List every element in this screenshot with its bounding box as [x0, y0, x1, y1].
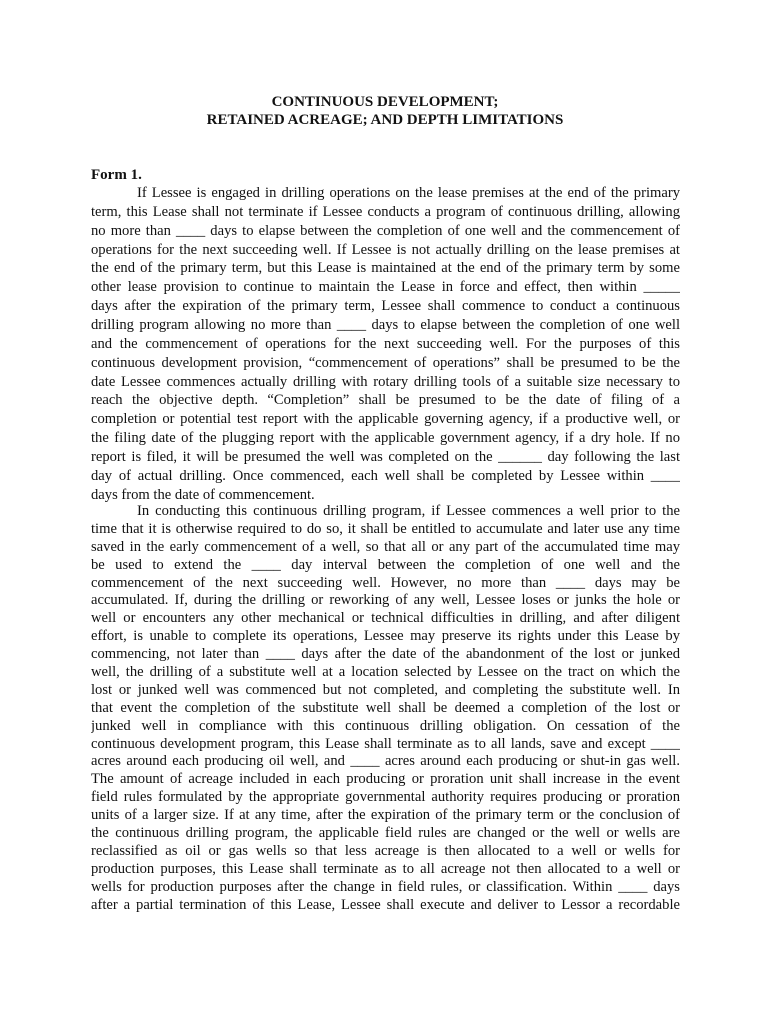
text-line: wells for production purposes after the change in field rules, or classification. Within ____ days	[91, 878, 680, 895]
text-line: acres around each producing oil well, and ____ acres around each producing or shut-in gas well.	[91, 753, 680, 770]
text-line: day of actual drilling. Once commenced, each well shall be completed by Lessee within ____	[91, 467, 680, 484]
text-line: the filing date of the plugging report with the applicable government agency, if a dry hole. If no	[91, 430, 680, 447]
text-line: that event the completion of the substitute well shall be deemed a completion of the lost or	[91, 699, 680, 716]
text-line: operations for the next succeeding well. If Lessee is not actually drilling on the lease premises at	[91, 241, 680, 258]
text-line: drilling program allowing no more than ____ days to elapse between the completion of one well	[91, 317, 680, 334]
text-line: term, this Lease shall not terminate if Lessee conducts a program of continuous drilling, allowing	[91, 203, 680, 220]
text-line: reclassified as oil or gas wells so that less acreage is then allocated to a well or wells for	[91, 842, 680, 859]
text-line: If Lessee is engaged in drilling operations on the lease premises at the end of the primary	[137, 185, 680, 201]
text-line: no more than ____ days to elapse between the completion of one well and the commencement of	[91, 222, 680, 239]
text-line: commencing, not later than ____ days after the date of the abandonment of the lost or junked	[91, 646, 680, 663]
text-line: effort, is unable to complete its operations, Lessee may preserve its rights under this Lease by	[91, 628, 680, 645]
text-line: the continuous drilling program, the applicable field rules are changed or the well or wells are	[91, 825, 680, 842]
text-line: junked well in compliance with this continuous drilling obligation. On cessation of the	[91, 717, 680, 734]
text-line: lost or junked well was commenced but not completed, and completing the substitute well. In	[91, 681, 680, 698]
text-line: days from the date of commencement.	[91, 486, 315, 503]
text-line: the end of the primary term, but this Lease is maintained at the end of the primary term by some	[91, 260, 680, 277]
text-line: and the commencement of operations for the next succeeding well. For the purposes of this	[91, 335, 680, 352]
text-line: well or encounters any other mechanical or technical difficulties in drilling, and after diligent	[91, 610, 680, 627]
text-line: In conducting this continuous drilling program, if Lessee commences a well prior to the	[137, 503, 680, 519]
text-line: other lease provision to continue to maintain the Lease in force and effect, then within _____	[91, 279, 680, 296]
document-title-line-1: CONTINUOUS DEVELOPMENT;	[271, 94, 499, 110]
text-line: completion or potential test report with the applicable governing agency, if a productive well, or	[91, 411, 680, 428]
text-line: reach the objective depth. “Completion” shall be presumed to be the date of filing of a	[91, 392, 680, 409]
text-line: saved in the early commencement of a well, so that all or any part of the accumulated time may	[91, 538, 680, 555]
form-heading: Form 1.	[91, 167, 142, 183]
text-line: after a partial termination of this Lease, Lessee shall execute and deliver to Lessor a recordable	[91, 896, 680, 913]
text-line: units of a larger size. If at any time, after the expiration of the primary term or the conclusion of	[91, 807, 680, 824]
text-line: well, the drilling of a substitute well at a location selected by Lessee on the tract on which the	[91, 664, 680, 681]
paragraph-2	[91, 503, 680, 914]
text-line: be used to extend the ____ day interval between the completion of one well and the	[91, 556, 680, 573]
text-line: days after the expiration of the primary term, Lessee shall commence to conduct a continuous	[91, 298, 680, 315]
text-line: field rules formulated by the appropriate governmental authority requires producing or proration	[91, 789, 680, 806]
text-line: accumulated. If, during the drilling or reworking of any well, Lessee loses or junks the hole or	[91, 592, 680, 609]
text-line: time that it is otherwise required to do so, it shall be entitled to accumulate and later use any time	[91, 520, 680, 537]
document-title-line-2: RETAINED ACREAGE; AND DEPTH LIMITATIONS	[206, 112, 564, 128]
text-line: continuous development provision, “commencement of operations” shall be presumed to be the	[91, 354, 680, 371]
text-line: date Lessee commences actually drilling with rotary drilling tools of a suitable size necessary to	[91, 373, 680, 390]
text-line: production purposes, this Lease shall terminate as to all acreage not then allocated to a well or	[91, 860, 680, 877]
text-line: report is filed, it will be presumed the well was completed on the ______ day following the last	[91, 449, 680, 466]
text-line: continuous development program, this Lease shall terminate as to all lands, save and except ____	[91, 735, 680, 752]
text-line: commencement of the next succeeding well. However, no more than ____ days may be	[91, 574, 680, 591]
text-line: The amount of acreage included in each producing or proration unit shall increase in the event	[91, 771, 680, 788]
paragraph-1	[91, 184, 680, 505]
